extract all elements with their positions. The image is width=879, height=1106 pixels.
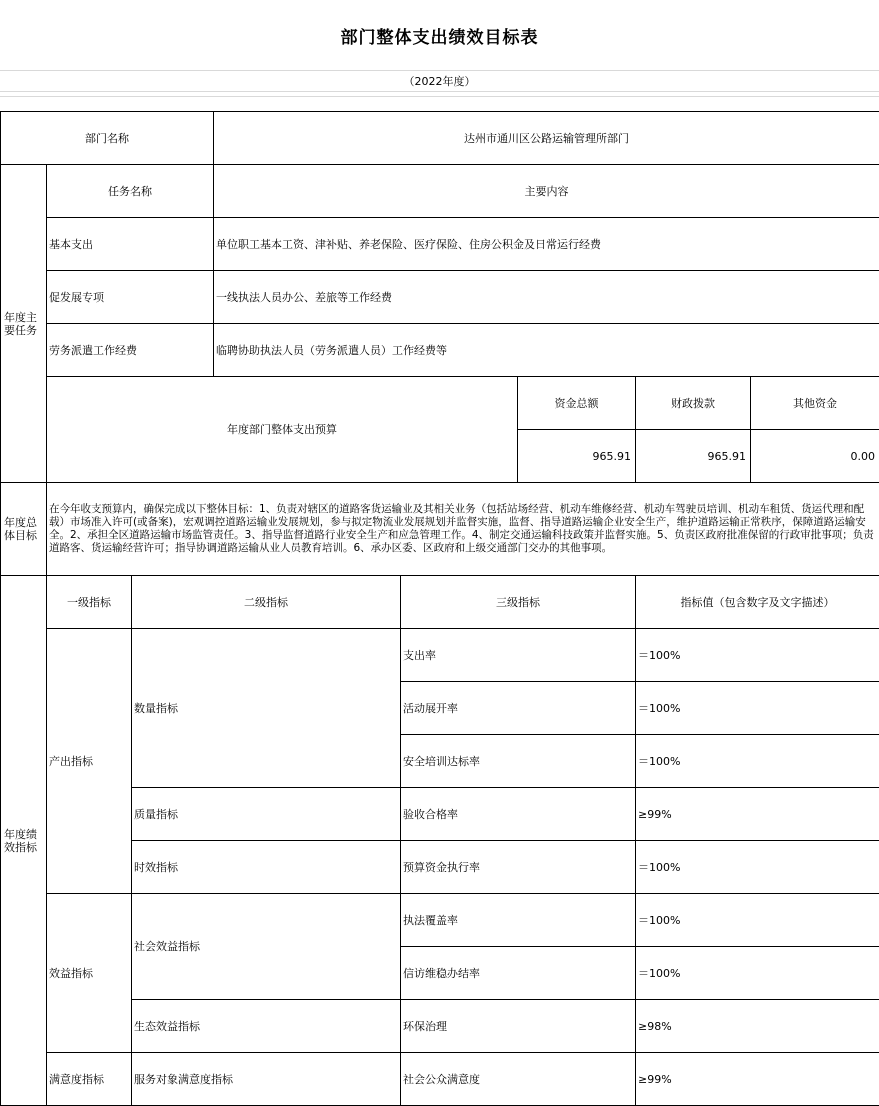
task-name: 劳务派遣工作经费 — [47, 324, 214, 377]
fiscal-year: （2022年度） — [0, 70, 879, 92]
level3-cell: 预算资金执行率 — [401, 841, 636, 894]
task-content: 临聘协助执法人员（劳务派遣人员）工作经费等 — [214, 324, 879, 377]
task-row — [1, 324, 879, 377]
level3-cell: 执法覆盖率 — [401, 894, 636, 947]
goal-section-label: 年度总体目标 — [1, 483, 47, 576]
level1-cell: 效益指标 — [47, 894, 132, 1053]
level2-cell: 时效指标 — [132, 841, 401, 894]
budget-total-header: 资金总额 — [518, 377, 636, 430]
budget-label: 年度部门整体支出预算 — [47, 377, 518, 483]
level3-cell: 安全培训达标率 — [401, 735, 636, 788]
level2-cell: 社会效益指标 — [132, 894, 401, 1000]
level2-cell: 数量指标 — [132, 629, 401, 788]
goal-text: 在今年收支预算内，确保完成以下整体目标：1、负责对辖区的道路客货运输业及其相关业务（包括站场经营、机动车维修经营、机动车驾驶员培训、机动车租赁、货运代理和配载）市场准入许可(或备案)，宏观调控道路运输业发展规划，参与拟定物流业发展规划并监督实施，监督、指导道路运输企业安全生产，维护道路运输正常秩序，保障道路运输安全。2、承担全区道路运输市场监管责任。3、指导监督道路行业安全生产和应急管理工作。4、制定交通运输科技政策并监督实施。5、负责区政府批准保留的行政审批事项；负责道路客、货运输经营许可；指导协调道路运输从业人员教育培训。6、承办区委、区政府和上级交通部门交办的其他事项。 — [47, 483, 879, 576]
budget-total-value: 965.91 — [518, 430, 636, 483]
dept-row — [1, 112, 879, 165]
indicator-row — [1, 788, 879, 841]
budget-fiscal-header: 财政拨款 — [636, 377, 751, 430]
indicator-value: ＝100% — [636, 841, 879, 894]
level2-cell: 质量指标 — [132, 788, 401, 841]
level1-cell: 产出指标 — [47, 629, 132, 894]
level3-cell: 社会公众满意度 — [401, 1053, 636, 1106]
task-row — [1, 271, 879, 324]
task-content: 单位职工基本工资、津补贴、养老保险、医疗保险、住房公积金及日常运行经费 — [214, 218, 879, 271]
level3-header: 三级指标 — [401, 576, 636, 629]
level2-header: 二级指标 — [132, 576, 401, 629]
indicator-value: ＝100% — [636, 682, 879, 735]
level3-cell: 验收合格率 — [401, 788, 636, 841]
indicator-value: ＝100% — [636, 947, 879, 1000]
indicator-value: ≥98% — [636, 1000, 879, 1053]
indicator-row — [1, 841, 879, 894]
level2-cell: 服务对象满意度指标 — [132, 1053, 401, 1106]
level1-cell: 满意度指标 — [47, 1053, 132, 1106]
value-header: 指标值（包含数字及文字描述） — [636, 576, 879, 629]
task-name-header: 任务名称 — [47, 165, 214, 218]
level3-cell: 信访维稳办结率 — [401, 947, 636, 1000]
indicator-row — [1, 629, 879, 682]
budget-other-value: 0.00 — [751, 430, 879, 483]
dept-label: 部门名称 — [1, 112, 214, 165]
tasks-section-label: 年度主要任务 — [1, 165, 47, 483]
indicator-value: ≥99% — [636, 1053, 879, 1106]
indicator-value: ＝100% — [636, 629, 879, 682]
task-content-header: 主要内容 — [214, 165, 879, 218]
task-row — [1, 218, 879, 271]
performance-target-table — [0, 111, 879, 1106]
divider — [0, 96, 879, 97]
task-content: 一线执法人员办公、差旅等工作经费 — [214, 271, 879, 324]
level3-cell: 支出率 — [401, 629, 636, 682]
goal-row — [1, 483, 879, 576]
perf-header-row — [1, 576, 879, 629]
task-name: 基本支出 — [47, 218, 214, 271]
budget-other-header: 其他资金 — [751, 377, 879, 430]
indicator-row — [1, 1000, 879, 1053]
indicator-value: ≥99% — [636, 788, 879, 841]
indicator-row — [1, 1053, 879, 1106]
level1-header: 一级指标 — [47, 576, 132, 629]
task-header-row — [1, 165, 879, 218]
level3-cell: 环保治理 — [401, 1000, 636, 1053]
level3-cell: 活动展开率 — [401, 682, 636, 735]
budget-header-row — [1, 377, 879, 430]
dept-value: 达州市通川区公路运输管理所部门 — [214, 112, 879, 165]
task-name: 促发展专项 — [47, 271, 214, 324]
level2-cell: 生态效益指标 — [132, 1000, 401, 1053]
indicator-value: ＝100% — [636, 735, 879, 788]
page-title: 部门整体支出绩效目标表 — [0, 0, 879, 70]
indicator-row — [1, 894, 879, 947]
perf-section-label: 年度绩效指标 — [1, 576, 47, 1106]
indicator-value: ＝100% — [636, 894, 879, 947]
budget-fiscal-value: 965.91 — [636, 430, 751, 483]
